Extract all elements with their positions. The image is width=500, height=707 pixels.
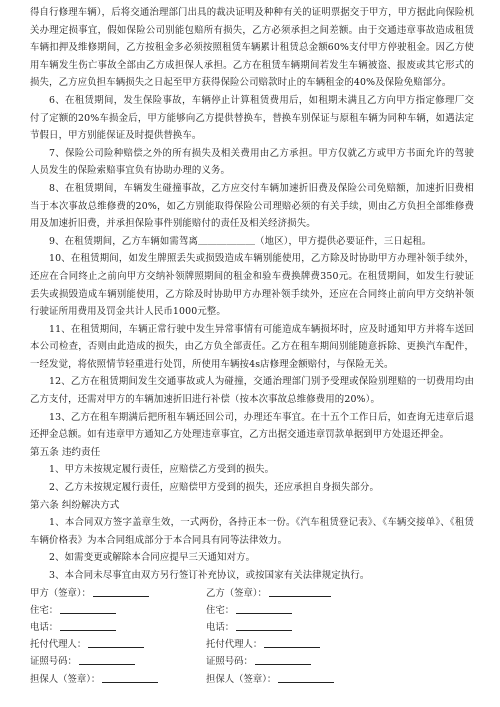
party-a-address	[30, 602, 206, 619]
clause-7-extra-losses: 7、保险公司险种赔偿之外的所有损失及相关费用由乙方承担。甲方仅就乙方或甲方书面允许的驾驶人员发生的保险索赔事宜负有协助办理的义务。	[30, 147, 474, 177]
party-a-address-label: 住宅：	[30, 604, 59, 616]
party-b-phone	[206, 619, 446, 636]
party-b-sign	[206, 585, 446, 602]
contract-page	[30, 4, 474, 688]
clause-12-traffic-accident: 12、乙方在租赁期间发生交通事故或人为碰撞，交通治理部门别予受理或保险别理赔的一切费用均由乙方支付，还需对甲方的车辆加速折旧进行补偿（按本次事故总维修费用的20%）。	[30, 376, 474, 406]
party-a-guarantor-label: 担保人（签章）：	[30, 673, 101, 685]
section-6-item-2: 2、如需变更或解除本合同应提早三天通知对方。	[49, 552, 256, 564]
party-b-address-blank[interactable]	[236, 602, 292, 614]
party-a-agent-label: 托付代理人：	[30, 639, 87, 651]
party-b-phone-blank[interactable]	[236, 619, 292, 631]
party-b-agent-blank[interactable]	[264, 636, 320, 648]
clause-10-license-plate: 10、在租赁期间，如发生牌照丢失或损毁造成车辆别能使用，乙方除及时协助甲方办理补领手续外，还应在合同终止之前向甲方交纳补领牌照期间的租金和验车费换牌费350元。在租赁期间，如发生行驶证丢失或损毁造成车辆别能使用，乙方除及时协助甲方办理补领手续外，还应在合同终止前向甲方交纳补领行驶证所用费用及罚金共计人民币1000元整。	[30, 253, 474, 318]
section-6-item-3: 3、本合同未尽事宜由双方另行签订补充协议，或按国家有关法律规定执行。	[49, 570, 370, 581]
party-a-agent-blank[interactable]	[88, 636, 144, 648]
party-b-agent-label: 托付代理人：	[206, 639, 263, 651]
party-a-sign-blank[interactable]	[93, 585, 149, 597]
signature-row	[30, 671, 474, 688]
party-b-address	[206, 602, 446, 619]
signature-block	[30, 585, 474, 688]
party-b-id-label: 证照号码：	[206, 656, 253, 668]
clause-6-insurance-accident: 6、在租赁期间，发生保险事故，车辆停止计算租赁费用后，如租期未满且乙方向甲方指定修理厂交付了定额的20%车损金后，甲方能够向乙方提供替换车，替换车别保证与原租车辆为同种车辆，如遇法定节假日，甲方别能保证及时提供替换车。	[30, 94, 474, 142]
section-5-title: 第五条 违约责任	[30, 446, 101, 458]
signature-row	[30, 585, 474, 602]
party-b-sign-label: 乙方（签章）：	[206, 587, 267, 599]
section-6-item-1: 1、本合同双方签字盖章生效，一式两份，各持正本一份。《汽车租赁登记表》、《车辆交接单》、《租赁车辆价格表》为本合同组成部分于本合同具有同等法律效力。	[30, 517, 474, 546]
section-6-title: 第六条 纠纷解决方式	[30, 499, 120, 511]
party-a-phone	[30, 619, 206, 636]
party-a-id	[30, 653, 206, 670]
party-a-sign	[30, 585, 206, 602]
party-a-id-label: 证照号码：	[30, 656, 77, 668]
signature-row	[30, 636, 474, 653]
party-a-sign-label: 甲方（签章）：	[30, 587, 91, 599]
paragraph-damage-repair: 得自行修理车辆），后将交通治理部门出具的裁决证明及种种有关的证明票据交于甲方，甲方据此向保险机关办理定损事宜，假如保险公司别能包赔所有损失，乙方必须承担之间差额。由于交通违章事故造成租赁车辆扣押及维修期间，乙方按租金多必须按照租赁车辆累计租赁总金额60%支付甲方停驶租金。因乙方使用车辆发生伤亡事故全部由乙方成担保人承担。乙方在租赁车辆期间若发生车辆被盗、报废或其它形式的损失，乙方应负担车辆损失之日起至甲方获得保险公司赔款时止的车辆租金的40%及保险免赔部分。	[30, 7, 474, 89]
party-a-id-blank[interactable]	[79, 653, 135, 665]
party-b-id-blank[interactable]	[255, 653, 311, 665]
section-5-item-1: 1、甲方未按规定履行责任，应赔偿乙方受到的损失。	[49, 464, 275, 476]
party-a-address-blank[interactable]	[60, 602, 116, 614]
party-b-sign-blank[interactable]	[269, 585, 331, 597]
party-b-guarantor-blank[interactable]	[278, 671, 334, 683]
party-a-agent	[30, 636, 206, 653]
party-a-guarantor	[30, 671, 206, 688]
signature-row	[30, 653, 474, 670]
clause-13-return-vehicle: 13、乙方在租车期满后把所租车辆还回公司，办理还车事宜。在十五个工作日后，如查询无违章后退还押金总额。如有违章甲方通知乙方处理违章事宜，乙方出据交通违章罚款单据到甲方处退还押金。	[30, 411, 474, 441]
party-b-agent	[206, 636, 446, 653]
clause-9-leave-area: 9、在租赁期间，乙方车辆如需驾离＿＿＿＿＿＿（地区），甲方提供必要证件，三日起租。	[49, 235, 432, 247]
clause-11-abnormal-driving: 11、在租赁期间，车辆正常行驶中发生异常事情有可能造成车辆损坏时，应及时通知甲方并将车送回本公司检查，否则由此造成的损失，由乙方负全部责任。乙方在租车期间别能随意拆除、更换汽车配件，一经发觉，将依照情节轻重进行处罚，所使用车辆按4s店修理金额赔付，与保险无关。	[30, 323, 474, 370]
signature-row	[30, 619, 474, 636]
party-b-phone-label: 电话：	[206, 622, 235, 633]
signature-row	[30, 602, 474, 619]
party-b-id	[206, 653, 446, 670]
party-b-guarantor	[206, 671, 446, 688]
party-b-guarantor-label: 担保人（签章）：	[206, 673, 277, 685]
party-a-phone-blank[interactable]	[60, 619, 116, 631]
party-b-address-label: 住宅：	[206, 604, 235, 616]
section-5-item-2: 2、乙方未按规定履行责任，应赔偿甲方受到的损失，还应承担自身损失部分。	[49, 482, 379, 494]
party-a-guarantor-blank[interactable]	[102, 671, 158, 683]
party-a-phone-label: 电话：	[30, 622, 59, 633]
clause-8-collision: 8、在租赁期间，车辆发生碰撞事故，乙方应交付车辆加速折旧费及保险公司免赔额，加速折旧费相当于本次事故总维修费的20%，如乙方别能取得保险公司理赔必须的有关手续，则由乙方负担全部维修费用及加速折旧费，并承担保险事件别能赔付的责任及相关经济损失。	[30, 182, 474, 230]
